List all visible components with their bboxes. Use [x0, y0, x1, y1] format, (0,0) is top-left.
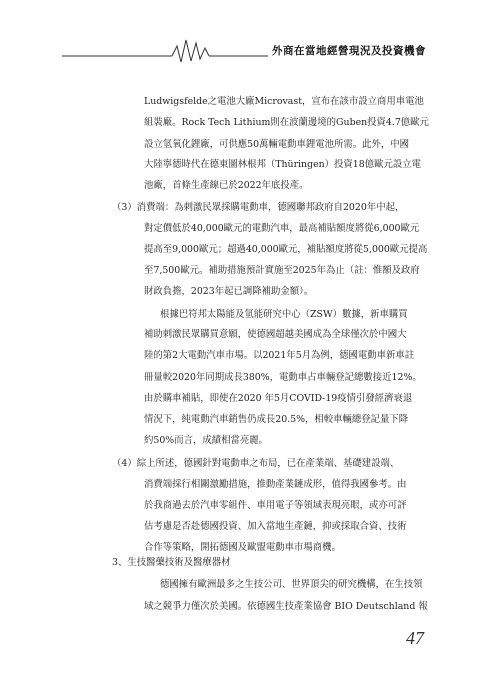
text-line: 約50%而言，成績相當亮麗。 [144, 435, 268, 446]
text-line: 合作等策略，開拓德國及歐盟電動車市場商機。 [144, 542, 341, 553]
text-line: 根據巴符邦太陽能及氫能研究中心（ZSW）數據，新車購買 [160, 309, 408, 320]
text-line: 估考慮是否赴德國投資、加入當地生產鏈，抑或採取合資、技術 [144, 521, 407, 532]
text-line: 情況下，純電動汽車銷售仍成長20.5%，相較車輛總登記量下降 [144, 414, 409, 425]
text-line: 池廠，首條生產線已於2022年底投產。 [144, 180, 309, 191]
section-heading: 3、生技醫藥技術及醫療器材 [112, 557, 231, 568]
text-line: 域之競爭力僅次於美國。依德國生技產業協會 BIO Deutschland 報 [144, 601, 428, 612]
header-title: 外商在當地經營現況及投資機會 [268, 43, 426, 58]
text-line: Ludwigsfelde之電池大廠Microvast，宣布在該市設立商用車電池 [144, 96, 424, 107]
text-line: （4）綜上所述，德國針對電動車之布局，已在產業端、基礎建設端、 [112, 458, 400, 469]
text-line: （3）消費端：為刺激民眾採購電動車，德國聯邦政府自2020年中起， [112, 202, 405, 213]
text-line: 德國擁有歐洲最多之生技公司、世界頂尖的研究機構，在生技領 [160, 579, 423, 590]
text-line: 至7,500歐元。補助措施預計實施至2025年為止（註：惟額及政府 [144, 265, 420, 276]
text-line: 組裝廠。Rock Tech Lithium則在波蘭邊境的Guben投資4.7億歐元 [144, 117, 429, 128]
text-line: 對定價低於40,000歐元的電動汽車，最高補貼額度將從6,000歐元 [144, 223, 420, 234]
text-line: 提高至9,000歐元；超過40,000歐元，補貼額度將從5,000歐元提高 [144, 244, 428, 255]
text-line: 於我商過去於汽車零組件、車用電子等領域表現亮眼，或亦可評 [144, 500, 407, 511]
text-line: 由於購車補貼，即使在2020 年5月COVID-19疫情引發經濟衰退 [144, 393, 413, 404]
text-line: 大陸寧德時代在德東圖林根邦（Thüringen）投資18億歐元設立電 [144, 159, 421, 170]
text-line: 陸的第2大電動汽車市場。以2021年5月為例，德國電動車新車註 [144, 350, 415, 361]
text-line: 補助刺激民眾購買意願，使德國超越美國成為全球僅次於中國大 [144, 329, 407, 340]
page-number: 47 [406, 628, 424, 648]
running-header [62, 34, 426, 64]
text-line: 消費端採行相關激勵措施，推動產業鏈成形，值得我國參考。由 [144, 479, 407, 490]
text-line: 冊量較2020年同期成長380%，電動車占車輛登記總數接近12%。 [144, 372, 422, 383]
text-line: 財政負擔，2023年起已調降補助金額）。 [144, 286, 314, 297]
text-line: 設立氫氧化鋰廠，可供應50萬輛電動車鋰電池所需。此外，中國 [144, 139, 410, 150]
